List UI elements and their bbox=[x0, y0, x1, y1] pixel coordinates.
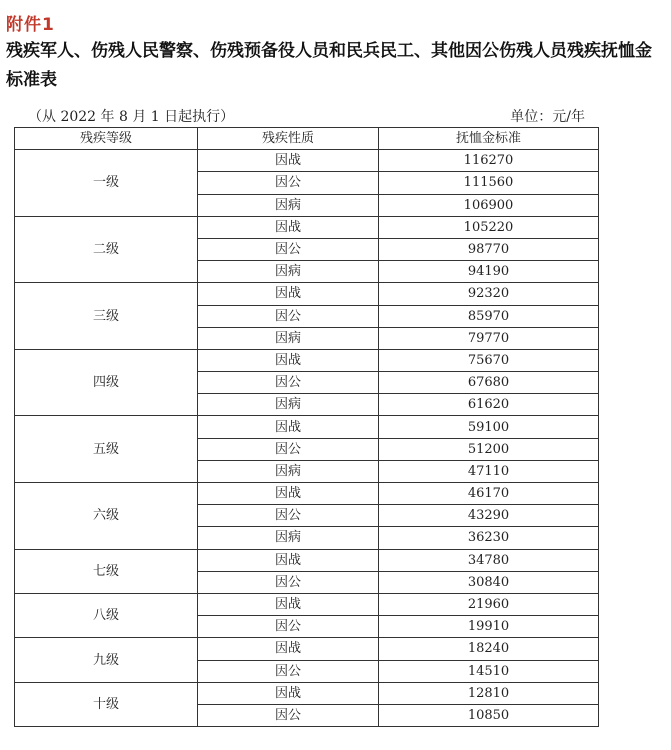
amount-cell: 94190 bbox=[379, 261, 599, 283]
amount-cell: 98770 bbox=[379, 238, 599, 260]
table-row bbox=[15, 349, 599, 371]
amount-cell: 59100 bbox=[379, 416, 599, 438]
amount-cell: 85970 bbox=[379, 305, 599, 327]
nature-cell: 因病 bbox=[198, 261, 379, 283]
amount-cell: 36230 bbox=[379, 527, 599, 549]
amount-cell: 116270 bbox=[379, 150, 599, 172]
nature-cell: 因公 bbox=[198, 438, 379, 460]
nature-cell: 因病 bbox=[198, 527, 379, 549]
table-row bbox=[15, 416, 599, 438]
amount-cell: 18240 bbox=[379, 638, 599, 660]
amount-cell: 34780 bbox=[379, 549, 599, 571]
nature-cell: 因病 bbox=[198, 394, 379, 416]
level-cell: 四级 bbox=[15, 349, 198, 416]
amount-cell: 21960 bbox=[379, 593, 599, 615]
nature-cell: 因公 bbox=[198, 704, 379, 726]
nature-cell: 因战 bbox=[198, 283, 379, 305]
unit-label: 单位：元/年 bbox=[510, 109, 585, 125]
nature-cell: 因公 bbox=[198, 172, 379, 194]
amount-cell: 67680 bbox=[379, 372, 599, 394]
table-row bbox=[15, 638, 599, 660]
nature-cell: 因战 bbox=[198, 682, 379, 704]
amount-cell: 10850 bbox=[379, 704, 599, 726]
table-row bbox=[15, 682, 599, 704]
nature-cell: 因公 bbox=[198, 660, 379, 682]
amount-cell: 79770 bbox=[379, 327, 599, 349]
amount-cell: 30840 bbox=[379, 571, 599, 593]
table-header-row bbox=[15, 128, 599, 150]
table-row bbox=[15, 549, 599, 571]
amount-cell: 43290 bbox=[379, 505, 599, 527]
nature-cell: 因战 bbox=[198, 483, 379, 505]
nature-cell: 因病 bbox=[198, 460, 379, 482]
amount-cell: 46170 bbox=[379, 483, 599, 505]
nature-cell: 因公 bbox=[198, 372, 379, 394]
level-cell: 五级 bbox=[15, 416, 198, 483]
nature-cell: 因公 bbox=[198, 505, 379, 527]
amount-cell: 105220 bbox=[379, 216, 599, 238]
amount-cell: 12810 bbox=[379, 682, 599, 704]
nature-cell: 因战 bbox=[198, 416, 379, 438]
nature-cell: 因病 bbox=[198, 194, 379, 216]
nature-cell: 因战 bbox=[198, 638, 379, 660]
document-title: 残疾军人、伤残人民警察、伤残预备役人员和民兵民工、其他因公伤残人员残疾抚恤金标准表 bbox=[6, 41, 652, 90]
nature-cell: 因战 bbox=[198, 549, 379, 571]
amount-cell: 106900 bbox=[379, 194, 599, 216]
level-cell: 十级 bbox=[15, 682, 198, 726]
attachment-label: 附件1 bbox=[6, 15, 55, 35]
nature-cell: 因公 bbox=[198, 238, 379, 260]
level-cell: 一级 bbox=[15, 150, 198, 217]
header-disability-level: 残疾等级 bbox=[15, 128, 198, 150]
level-cell: 七级 bbox=[15, 549, 198, 593]
table-row bbox=[15, 593, 599, 615]
table-row bbox=[15, 283, 599, 305]
amount-cell: 51200 bbox=[379, 438, 599, 460]
header-pension-standard: 抚恤金标准 bbox=[379, 128, 599, 150]
amount-cell: 92320 bbox=[379, 283, 599, 305]
amount-cell: 75670 bbox=[379, 349, 599, 371]
level-cell: 六级 bbox=[15, 483, 198, 550]
table-row bbox=[15, 150, 599, 172]
nature-cell: 因公 bbox=[198, 305, 379, 327]
level-cell: 九级 bbox=[15, 638, 198, 682]
amount-cell: 47110 bbox=[379, 460, 599, 482]
nature-cell: 因战 bbox=[198, 150, 379, 172]
effective-date-note: （从 2022 年 8 月 1 日起执行） bbox=[28, 109, 235, 125]
amount-cell: 61620 bbox=[379, 394, 599, 416]
amount-cell: 19910 bbox=[379, 616, 599, 638]
level-cell: 二级 bbox=[15, 216, 198, 283]
nature-cell: 因公 bbox=[198, 571, 379, 593]
pension-standard-table bbox=[14, 127, 599, 727]
nature-cell: 因公 bbox=[198, 616, 379, 638]
header-disability-nature: 残疾性质 bbox=[198, 128, 379, 150]
amount-cell: 111560 bbox=[379, 172, 599, 194]
nature-cell: 因战 bbox=[198, 216, 379, 238]
table-row bbox=[15, 483, 599, 505]
level-cell: 三级 bbox=[15, 283, 198, 350]
nature-cell: 因病 bbox=[198, 327, 379, 349]
amount-cell: 14510 bbox=[379, 660, 599, 682]
table-body bbox=[15, 150, 599, 727]
nature-cell: 因战 bbox=[198, 593, 379, 615]
table-row bbox=[15, 216, 599, 238]
nature-cell: 因战 bbox=[198, 349, 379, 371]
level-cell: 八级 bbox=[15, 593, 198, 637]
